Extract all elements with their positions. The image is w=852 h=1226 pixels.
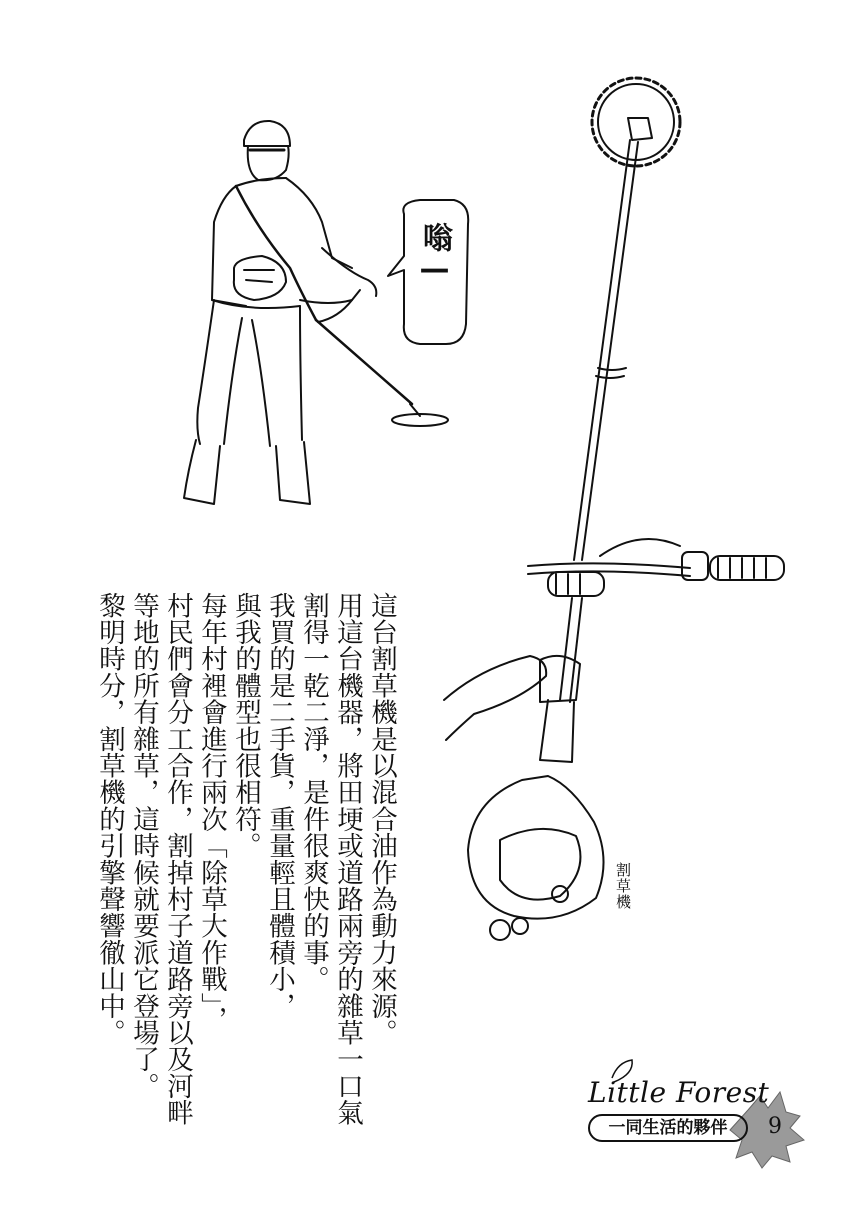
illustration-caption: 割草機 [614, 862, 632, 910]
brand-title: Little Forest [588, 1076, 770, 1109]
body-text-column: 我買的是二手貨，重量輕且體積小， [264, 592, 295, 1020]
body-text-column: 割得一乾二淨，是件很爽快的事。 [298, 592, 329, 993]
body-text-column: 與我的體型也很相符。 [230, 592, 261, 859]
body-text-column: 黎明時分，割草機的引擎聲響徹山中。 [94, 592, 125, 1046]
body-text-column: 這台割草機是以混合油作為動力來源。 [366, 592, 397, 1046]
brand-logo [588, 1076, 788, 1156]
body-text-column: 等地的所有雜草，這時候就要派它登場了。 [128, 592, 159, 1100]
body-text-column: 用這台機器，將田埂或道路兩旁的雜草一口氣 [332, 592, 363, 1126]
speech-bubble-text: 嗡— [417, 222, 452, 287]
body-text-column: 每年村裡會進行兩次「除草大作戰」， [196, 592, 227, 1033]
page-number: 9 [768, 1114, 782, 1139]
body-text-column: 村民們會分工合作，割掉村子道路旁以及河畔 [162, 592, 193, 1126]
brand-subtitle: 一同生活的夥伴 [588, 1114, 748, 1142]
